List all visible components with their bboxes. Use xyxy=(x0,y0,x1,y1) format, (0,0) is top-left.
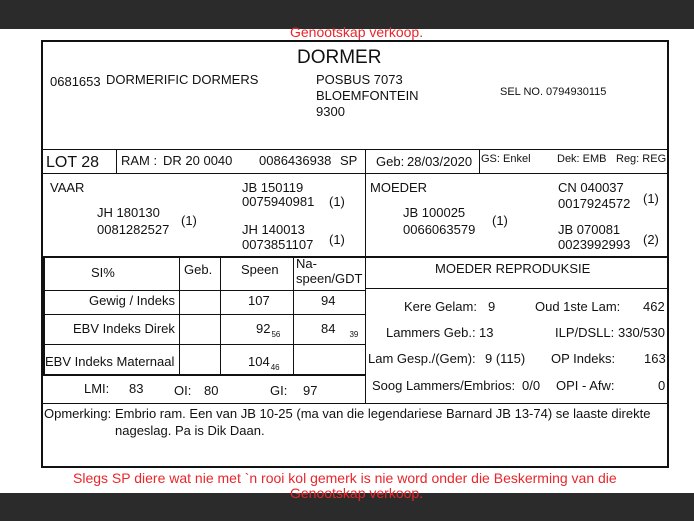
ilp-label: ILP/DSLL: xyxy=(555,325,615,340)
ebv-direk-label: EBV Indeks Direk xyxy=(73,321,175,336)
sire-granddam-no: 0073851107 xyxy=(242,237,314,252)
op-label: OP Indeks: xyxy=(551,351,616,366)
soog-label: Soog Lammers/Embrios: xyxy=(372,378,516,393)
ram-reg-no: 0086436938 xyxy=(259,153,332,168)
si-col-line-1 xyxy=(179,256,180,374)
gs-value: GS: Enkel xyxy=(481,153,531,165)
geb-header: Geb. xyxy=(184,262,213,277)
divider-pedigree xyxy=(43,256,667,258)
born-date: 28/03/2020 xyxy=(407,154,473,169)
sire-id: JB 150119 xyxy=(242,180,304,195)
si-row-line-2 xyxy=(43,314,365,315)
si-header: SI% xyxy=(91,265,115,280)
opi-value: 0 xyxy=(658,378,666,393)
si-col-line-3 xyxy=(293,256,294,374)
lammers-value: 13 xyxy=(479,325,494,340)
dam-sire-count: (1) xyxy=(643,191,659,206)
lmi-value: 83 xyxy=(129,381,144,396)
gesp-label: Lam Gesp./(Gem): xyxy=(368,351,476,366)
ebv-direk-speen-value: 92 xyxy=(256,321,271,336)
sire-count: (1) xyxy=(329,194,345,209)
ebv-direk-speen-accuracy: 56 xyxy=(271,330,281,339)
sire-grandsire-id: JH 180130 xyxy=(97,205,160,220)
soog-value: 0/0 xyxy=(522,378,541,393)
dam-granddam-id: JB 070081 xyxy=(558,222,621,237)
ebv-direk-naspeen-value: 84 xyxy=(321,321,336,336)
banner-bottom-line-2: Genootskap verkoop. xyxy=(290,485,424,501)
gewig-naspeen-value: 94 xyxy=(321,293,336,308)
kere-label: Kere Gelam: xyxy=(404,299,477,314)
si-row-line-4 xyxy=(43,374,365,376)
speen-header: Speen xyxy=(241,262,279,277)
kere-value: 9 xyxy=(488,299,496,314)
remarks-line-1: Embrio ram. Een van JB 10-25 (ma van die legendariese Barnard JB 13-74) se laaste direkte xyxy=(115,406,651,421)
gi-value: 97 xyxy=(303,383,318,398)
repro-title: MOEDER REPRODUKSIE xyxy=(435,261,591,276)
sire-grandsire-no: 0081282527 xyxy=(97,222,170,237)
owner-address-1: POSBUS 7073 xyxy=(316,72,403,87)
ilp-value: 330/530 xyxy=(618,325,665,340)
ebv-direk-speen xyxy=(256,321,281,339)
dam-granddam-no: 0023992993 xyxy=(558,237,631,252)
dam-label: MOEDER xyxy=(370,180,428,195)
oi-value: 80 xyxy=(204,383,219,398)
ebv-direk-naspeen xyxy=(321,321,359,339)
ram-label: RAM : xyxy=(121,153,158,168)
sire-label: VAAR xyxy=(50,180,85,195)
dam-grandsire-id: JB 100025 xyxy=(403,205,466,220)
sire-granddam-id: JH 140013 xyxy=(242,222,305,237)
gewig-speen-value: 107 xyxy=(248,293,270,308)
dam-grandsire-no: 0066063579 xyxy=(403,222,476,237)
lot-number: LOT 28 xyxy=(46,154,100,171)
si-col-line-2 xyxy=(220,256,221,374)
center-divider xyxy=(365,149,366,403)
sp-mark: SP xyxy=(340,153,358,168)
lot-divider-3 xyxy=(479,149,480,173)
oud-label: Oud 1ste Lam: xyxy=(535,299,621,314)
lammers-label: Lammers Geb.: xyxy=(386,325,476,340)
banner-top: Genootskap verkoop. xyxy=(290,24,424,40)
ebv-direk-naspeen-accuracy: 39 xyxy=(349,330,359,339)
naspeen-header-1: Na- xyxy=(296,256,317,271)
owner-address-2: BLOEMFONTEIN xyxy=(316,88,419,103)
divider-remarks xyxy=(43,403,667,404)
owner-name: DORMERIFIC DORMERS xyxy=(106,72,259,87)
repro-title-line xyxy=(365,288,667,289)
oi-label: OI: xyxy=(174,383,192,398)
gewig-indeks-label: Gewig / Indeks xyxy=(89,293,175,308)
gesp-value: 9 (115) xyxy=(485,351,526,366)
ram-id: DR 20 0040 xyxy=(163,153,233,168)
opi-label: OPI - Afw: xyxy=(556,378,615,393)
ebv-maternaal-speen-accuracy: 46 xyxy=(270,363,280,372)
naspeen-header-2: speen/GDT xyxy=(296,271,363,286)
divider-header xyxy=(43,149,667,150)
dam-sire-no: 0017924572 xyxy=(558,196,631,211)
si-row-line-3 xyxy=(43,344,365,345)
lmi-label: LMI: xyxy=(84,381,110,396)
breed-title: DORMER xyxy=(297,47,382,68)
dek-value: Dek: EMB xyxy=(557,153,607,165)
divider-lot xyxy=(43,173,667,174)
dam-sire-id: CN 040037 xyxy=(558,180,624,195)
si-row-line-1 xyxy=(43,290,365,291)
sale-card xyxy=(41,40,669,468)
owner-id: 0681653 xyxy=(50,74,101,89)
ebv-maternaal-speen xyxy=(248,354,280,372)
dam-granddam-count: (2) xyxy=(643,232,659,247)
sire-no: 0075940981 xyxy=(242,194,315,209)
remarks-label: Opmerking: xyxy=(44,406,112,421)
sel-number: SEL NO. 0794930115 xyxy=(500,86,607,98)
oud-value: 462 xyxy=(643,299,665,314)
dam-grandsire-count: (1) xyxy=(492,213,508,228)
op-value: 163 xyxy=(644,351,666,366)
lot-divider-1 xyxy=(116,149,117,173)
owner-postcode: 9300 xyxy=(316,104,345,119)
remarks-line-2: nageslag. Pa is Dik Daan. xyxy=(115,423,265,438)
gi-label: GI: xyxy=(270,383,288,398)
ebv-maternaal-speen-value: 104 xyxy=(248,354,270,369)
born-label: Geb: xyxy=(376,154,405,169)
reg-value: Reg: REG xyxy=(616,153,667,165)
ebv-maternaal-label: EBV Indeks Maternaal xyxy=(45,354,175,369)
sire-grandsire-count: (1) xyxy=(181,213,197,228)
banner-bottom-line-1: Slegs SP diere wat nie met `n rooi kol gemerk is nie word onder die Beskerming van die xyxy=(73,470,617,486)
sire-granddam-count: (1) xyxy=(329,232,345,247)
